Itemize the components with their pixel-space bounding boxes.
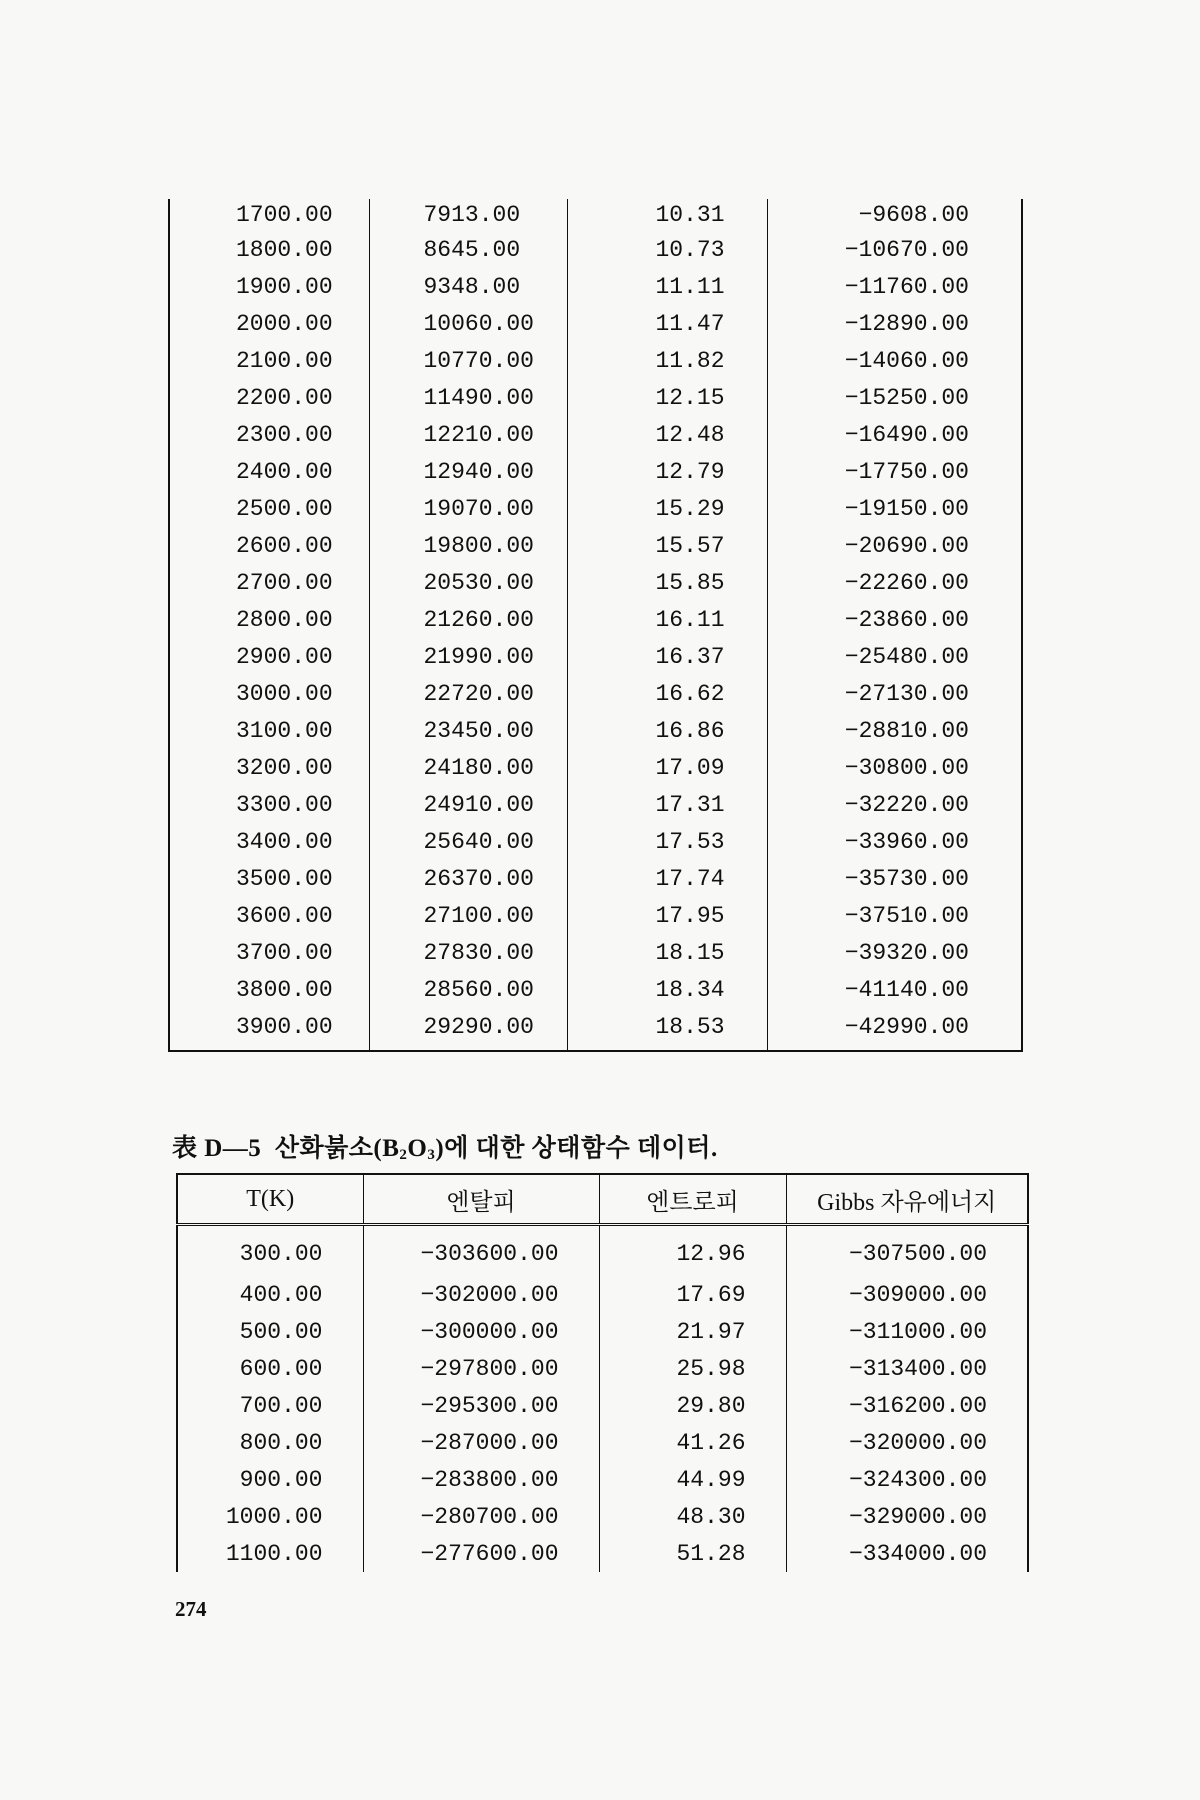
entropy-cell: 11.82 bbox=[567, 342, 767, 379]
caption-text: 산화붉소$(B_2O_3)$에 대한 상태함수 데이터. bbox=[274, 1135, 718, 1163]
temperature-cell: 1100.00 bbox=[225, 1540, 323, 1567]
gibbs-cell: −32220.00 bbox=[767, 786, 1022, 823]
enthalpy-cell: 27100.00 bbox=[369, 897, 567, 934]
enthalpy-cell: 9348.00 bbox=[369, 268, 567, 305]
enthalpy-cell: −287000.00 bbox=[363, 1424, 599, 1461]
enthalpy-cell: −277600.00 bbox=[363, 1535, 599, 1572]
gibbs-cell: −334000.00 bbox=[786, 1535, 1028, 1572]
entropy-cell: 17.69 bbox=[599, 1276, 786, 1313]
enthalpy-cell: 8645.00 bbox=[369, 231, 567, 268]
gibbs-cell: −19150.00 bbox=[767, 490, 1022, 527]
gibbs-cell: −15250.00 bbox=[767, 379, 1022, 416]
table-row bbox=[169, 342, 1022, 379]
enthalpy-cell: 10060.00 bbox=[369, 305, 567, 342]
gibbs-cell: −11760.00 bbox=[767, 268, 1022, 305]
entropy-cell: 11.47 bbox=[567, 305, 767, 342]
temperature-cell: 700.00 bbox=[239, 1392, 323, 1419]
enthalpy-cell: 11490.00 bbox=[369, 379, 567, 416]
temperature-cell: 300.00 bbox=[239, 1241, 323, 1267]
gibbs-cell: −33960.00 bbox=[767, 823, 1022, 860]
entropy-cell: 18.34 bbox=[567, 971, 767, 1008]
gibbs-cell: −39320.00 bbox=[767, 934, 1022, 971]
entropy-cell: 16.86 bbox=[567, 712, 767, 749]
gibbs-cell: −313400.00 bbox=[786, 1350, 1028, 1387]
table-row bbox=[177, 1498, 1028, 1535]
temperature-cell: 3500.00 bbox=[236, 865, 333, 892]
gibbs-cell: −329000.00 bbox=[786, 1498, 1028, 1535]
table-row bbox=[169, 601, 1022, 638]
gibbs-cell: −16490.00 bbox=[767, 416, 1022, 453]
temperature-cell: 2300.00 bbox=[236, 421, 333, 448]
temperature-cell: 3300.00 bbox=[236, 791, 333, 818]
temperature-cell: 3100.00 bbox=[236, 717, 333, 744]
enthalpy-cell: 22720.00 bbox=[369, 675, 567, 712]
temperature-cell: 400.00 bbox=[239, 1281, 323, 1308]
gibbs-cell: −37510.00 bbox=[767, 897, 1022, 934]
temperature-cell: 2700.00 bbox=[236, 569, 333, 596]
table-row bbox=[169, 675, 1022, 712]
gibbs-cell: −320000.00 bbox=[786, 1424, 1028, 1461]
entropy-cell: 12.79 bbox=[567, 453, 767, 490]
enthalpy-cell: 27830.00 bbox=[369, 934, 567, 971]
gibbs-cell: −20690.00 bbox=[767, 527, 1022, 564]
header-enthalpy: 엔탈피 bbox=[363, 1174, 599, 1225]
entropy-cell: 29.80 bbox=[599, 1387, 786, 1424]
temperature-cell: 3600.00 bbox=[236, 902, 333, 929]
gibbs-cell: −307500.00 bbox=[786, 1225, 1028, 1277]
gibbs-cell: −311000.00 bbox=[786, 1313, 1028, 1350]
entropy-cell: 12.96 bbox=[599, 1225, 786, 1277]
enthalpy-cell: 28560.00 bbox=[369, 971, 567, 1008]
enthalpy-cell: −302000.00 bbox=[363, 1276, 599, 1313]
enthalpy-cell: 19800.00 bbox=[369, 527, 567, 564]
entropy-cell: 41.26 bbox=[599, 1424, 786, 1461]
enthalpy-cell: −297800.00 bbox=[363, 1350, 599, 1387]
table-row bbox=[177, 1313, 1028, 1350]
enthalpy-cell: 20530.00 bbox=[369, 564, 567, 601]
temperature-cell: 3900.00 bbox=[236, 1014, 333, 1040]
entropy-cell: 12.48 bbox=[567, 416, 767, 453]
temperature-cell: 2200.00 bbox=[236, 384, 333, 411]
header-gibbs-energy: Gibbs 자유에너지 bbox=[786, 1174, 1028, 1225]
entropy-cell: 16.62 bbox=[567, 675, 767, 712]
table-row bbox=[177, 1461, 1028, 1498]
table-row bbox=[177, 1350, 1028, 1387]
entropy-cell: 17.53 bbox=[567, 823, 767, 860]
gibbs-cell: −10670.00 bbox=[767, 231, 1022, 268]
gibbs-cell: −309000.00 bbox=[786, 1276, 1028, 1313]
table-row bbox=[169, 231, 1022, 268]
entropy-cell: 17.95 bbox=[567, 897, 767, 934]
temperature-cell: 3200.00 bbox=[236, 754, 333, 781]
entropy-cell: 17.74 bbox=[567, 860, 767, 897]
entropy-cell: 48.30 bbox=[599, 1498, 786, 1535]
entropy-cell: 17.09 bbox=[567, 749, 767, 786]
enthalpy-cell: −300000.00 bbox=[363, 1313, 599, 1350]
temperature-cell: 2600.00 bbox=[236, 532, 333, 559]
table-row bbox=[169, 823, 1022, 860]
entropy-cell: 10.73 bbox=[567, 231, 767, 268]
temperature-cell: 3800.00 bbox=[236, 976, 333, 1003]
table-row bbox=[169, 712, 1022, 749]
gibbs-cell: −28810.00 bbox=[767, 712, 1022, 749]
temperature-cell: 1900.00 bbox=[236, 273, 333, 300]
table-row bbox=[169, 268, 1022, 305]
temperature-cell: 800.00 bbox=[239, 1429, 323, 1456]
gibbs-cell: −35730.00 bbox=[767, 860, 1022, 897]
entropy-cell: 17.31 bbox=[567, 786, 767, 823]
enthalpy-cell: 12940.00 bbox=[369, 453, 567, 490]
enthalpy-cell: 26370.00 bbox=[369, 860, 567, 897]
table-row bbox=[169, 490, 1022, 527]
entropy-cell: 21.97 bbox=[599, 1313, 786, 1350]
header-entropy: 엔트로피 bbox=[599, 1174, 786, 1225]
enthalpy-cell: 7913.00 bbox=[369, 199, 567, 231]
thermo-table-b2o3 bbox=[176, 1173, 1029, 1572]
entropy-cell: 44.99 bbox=[599, 1461, 786, 1498]
gibbs-cell: −316200.00 bbox=[786, 1387, 1028, 1424]
temperature-cell: 1700.00 bbox=[236, 202, 333, 228]
header-row bbox=[177, 1174, 1028, 1225]
entropy-cell: 12.15 bbox=[567, 379, 767, 416]
enthalpy-cell: 23450.00 bbox=[369, 712, 567, 749]
entropy-cell: 16.37 bbox=[567, 638, 767, 675]
entropy-cell: 15.29 bbox=[567, 490, 767, 527]
table-row bbox=[169, 305, 1022, 342]
enthalpy-cell: 24180.00 bbox=[369, 749, 567, 786]
table-row bbox=[169, 1008, 1022, 1051]
gibbs-cell: −25480.00 bbox=[767, 638, 1022, 675]
enthalpy-cell: 19070.00 bbox=[369, 490, 567, 527]
enthalpy-cell: 10770.00 bbox=[369, 342, 567, 379]
table-row bbox=[169, 453, 1022, 490]
table-row bbox=[169, 786, 1022, 823]
entropy-cell: 25.98 bbox=[599, 1350, 786, 1387]
temperature-cell: 2000.00 bbox=[236, 310, 333, 337]
gibbs-cell: −9608.00 bbox=[767, 199, 1022, 231]
gibbs-cell: −42990.00 bbox=[767, 1008, 1022, 1051]
thermo-table-continued bbox=[168, 199, 1023, 1052]
gibbs-cell: −12890.00 bbox=[767, 305, 1022, 342]
header-temperature: T(K) bbox=[177, 1174, 363, 1225]
table-row bbox=[169, 749, 1022, 786]
enthalpy-cell: −283800.00 bbox=[363, 1461, 599, 1498]
table-row bbox=[169, 416, 1022, 453]
table-caption bbox=[172, 1128, 718, 1164]
table-row bbox=[177, 1276, 1028, 1313]
temperature-cell: 2900.00 bbox=[236, 643, 333, 670]
enthalpy-cell: −303600.00 bbox=[363, 1225, 599, 1277]
temperature-cell: 500.00 bbox=[239, 1318, 323, 1345]
table-row bbox=[177, 1424, 1028, 1461]
gibbs-cell: −41140.00 bbox=[767, 971, 1022, 1008]
temperature-cell: 2500.00 bbox=[236, 495, 333, 522]
table-row bbox=[169, 379, 1022, 416]
table-row bbox=[169, 564, 1022, 601]
entropy-cell: 15.85 bbox=[567, 564, 767, 601]
entropy-cell: 10.31 bbox=[567, 199, 767, 231]
temperature-cell: 2400.00 bbox=[236, 458, 333, 485]
table-row bbox=[169, 860, 1022, 897]
table-row bbox=[169, 971, 1022, 1008]
temperature-cell: 900.00 bbox=[239, 1466, 323, 1493]
table-row bbox=[169, 897, 1022, 934]
entropy-cell: 51.28 bbox=[599, 1535, 786, 1572]
temperature-cell: 2800.00 bbox=[236, 606, 333, 633]
table-row bbox=[177, 1535, 1028, 1572]
page-number: 274 bbox=[175, 1597, 207, 1621]
entropy-cell: 15.57 bbox=[567, 527, 767, 564]
table-row bbox=[169, 527, 1022, 564]
temperature-cell: 600.00 bbox=[239, 1355, 323, 1382]
enthalpy-cell: 25640.00 bbox=[369, 823, 567, 860]
table-row bbox=[169, 638, 1022, 675]
table-label: 表 D—5 bbox=[172, 1135, 262, 1162]
entropy-cell: 18.15 bbox=[567, 934, 767, 971]
temperature-cell: 3700.00 bbox=[236, 939, 333, 966]
enthalpy-cell: 21260.00 bbox=[369, 601, 567, 638]
gibbs-cell: −14060.00 bbox=[767, 342, 1022, 379]
gibbs-cell: −30800.00 bbox=[767, 749, 1022, 786]
temperature-cell: 2100.00 bbox=[236, 347, 333, 374]
entropy-cell: 16.11 bbox=[567, 601, 767, 638]
table-row bbox=[177, 1225, 1028, 1277]
enthalpy-cell: −280700.00 bbox=[363, 1498, 599, 1535]
temperature-cell: 1800.00 bbox=[236, 236, 333, 263]
enthalpy-cell: 21990.00 bbox=[369, 638, 567, 675]
gibbs-cell: −324300.00 bbox=[786, 1461, 1028, 1498]
temperature-cell: 3000.00 bbox=[236, 680, 333, 707]
gibbs-cell: −23860.00 bbox=[767, 601, 1022, 638]
entropy-cell: 11.11 bbox=[567, 268, 767, 305]
table-row bbox=[169, 934, 1022, 971]
enthalpy-cell: 24910.00 bbox=[369, 786, 567, 823]
table-row bbox=[169, 199, 1022, 231]
gibbs-cell: −22260.00 bbox=[767, 564, 1022, 601]
enthalpy-cell: 29290.00 bbox=[369, 1008, 567, 1051]
enthalpy-cell: 12210.00 bbox=[369, 416, 567, 453]
temperature-cell: 3400.00 bbox=[236, 828, 333, 855]
table-row bbox=[177, 1387, 1028, 1424]
temperature-cell: 1000.00 bbox=[225, 1503, 323, 1530]
gibbs-cell: −17750.00 bbox=[767, 453, 1022, 490]
entropy-cell: 18.53 bbox=[567, 1008, 767, 1051]
gibbs-cell: −27130.00 bbox=[767, 675, 1022, 712]
enthalpy-cell: −295300.00 bbox=[363, 1387, 599, 1424]
